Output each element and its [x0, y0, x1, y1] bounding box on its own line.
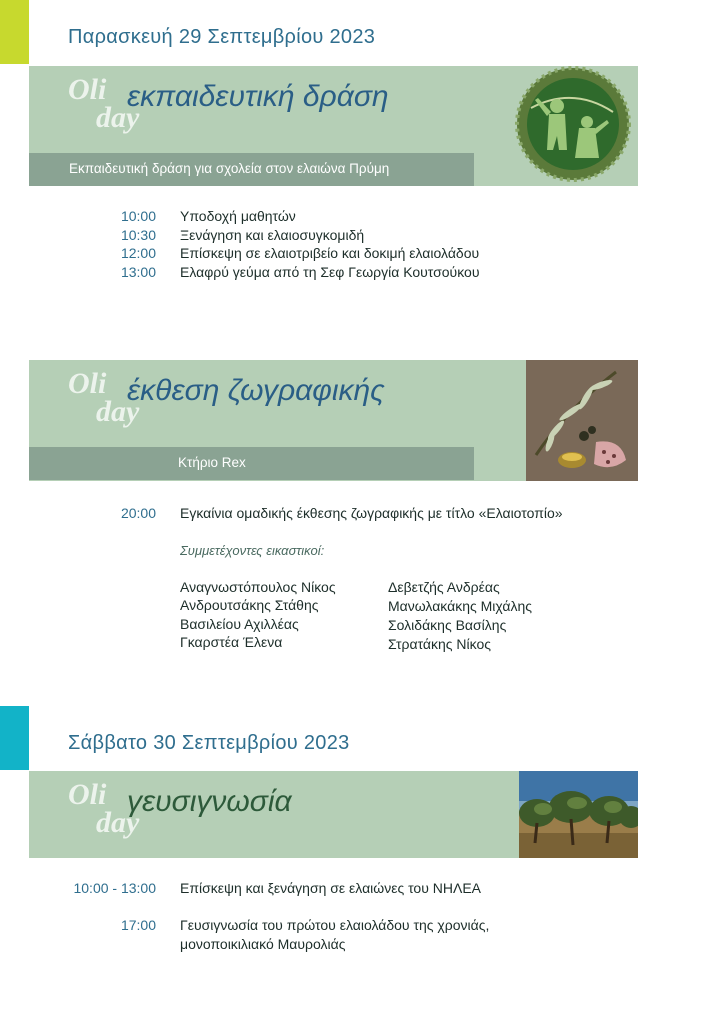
schedule-time: 20:00: [120, 505, 156, 521]
artist-name: Σολιδάκης Βασίλης: [388, 617, 507, 633]
schedule-text-continued: μονοποικιλιακό Μαυρολιάς: [180, 936, 346, 952]
schedule-text: Εγκαίνια ομαδικής έκθεσης ζωγραφικής με τίτλο «Ελαιοτοπίο»: [180, 505, 563, 521]
artist-name: Βασιλείου Αχιλλέας: [180, 616, 299, 632]
participants-label: Συμμετέχοντες εικαστικοί:: [180, 543, 325, 558]
accent-bar-cyan: [0, 706, 29, 770]
section-title: έκθεση ζωγραφικής: [127, 374, 385, 407]
section-subtitle-bar: [29, 447, 474, 480]
artist-name: Μανωλακάκης Μιχάλης: [388, 598, 533, 614]
schedule-time: 17:00: [120, 917, 156, 933]
olive-grove-painting: [519, 771, 638, 858]
olive-branch-painting: [526, 360, 638, 481]
schedule-text: Επίσκεψη και ξενάγηση σε ελαιώνες του ΝΗΛΕΑ: [180, 880, 481, 896]
oliday-logo: Oli day: [68, 778, 140, 839]
accent-bar-lime: [0, 0, 29, 64]
section-banner-tasting: [29, 771, 638, 858]
day-title: Παρασκευή 29 Σεπτεμβρίου 2023: [68, 26, 376, 48]
schedule-time: 12:00: [120, 245, 156, 261]
schedule-time: 10:00: [120, 208, 156, 224]
section-subtitle-bar: [29, 153, 474, 186]
artist-name: Γκαρστέα Έλενα: [180, 634, 283, 650]
oliday-logo: Oli day: [68, 367, 140, 428]
artist-name: Δεβετζής Ανδρέας: [388, 579, 500, 595]
oliday-logo: Oli day: [68, 73, 140, 134]
artist-name: Στρατάκης Νίκος: [388, 636, 492, 652]
children-olive-tree-icon: [513, 66, 635, 186]
schedule-time: 10:00 - 13:00: [73, 880, 156, 896]
schedule-text: Υποδοχή μαθητών: [180, 208, 296, 224]
section-subtitle: Κτήριο Rex: [178, 455, 246, 470]
schedule-time: 10:30: [120, 227, 156, 243]
schedule-text: Επίσκεψη σε ελαιοτριβείο και δοκιμή ελαιολάδου: [180, 245, 480, 261]
artist-name: Ανδρουτσάκης Στάθης: [180, 597, 319, 613]
section-banner-education: [29, 66, 638, 186]
day-title: Σάββατο 30 Σεπτεμβρίου 2023: [68, 732, 350, 754]
schedule-text: Ελαφρύ γεύμα από τη Σεφ Γεωργία Κουτσούκου: [180, 264, 480, 280]
section-title: γευσιγνωσία: [127, 785, 292, 818]
schedule-text: Ξενάγηση και ελαιοσυγκομιδή: [180, 227, 365, 243]
artist-name: Αναγνωστόπουλος Νίκος: [180, 579, 336, 595]
section-title: εκπαιδευτική δράση: [127, 80, 389, 113]
schedule-text: Γευσιγνωσία του πρώτου ελαιολάδου της χρονιάς,: [180, 917, 490, 933]
section-banner-painting: [29, 360, 638, 481]
schedule-time: 13:00: [120, 264, 156, 280]
section-subtitle: Εκπαιδευτική δράση για σχολεία στον ελαιώνα Πρύμη: [69, 161, 390, 176]
